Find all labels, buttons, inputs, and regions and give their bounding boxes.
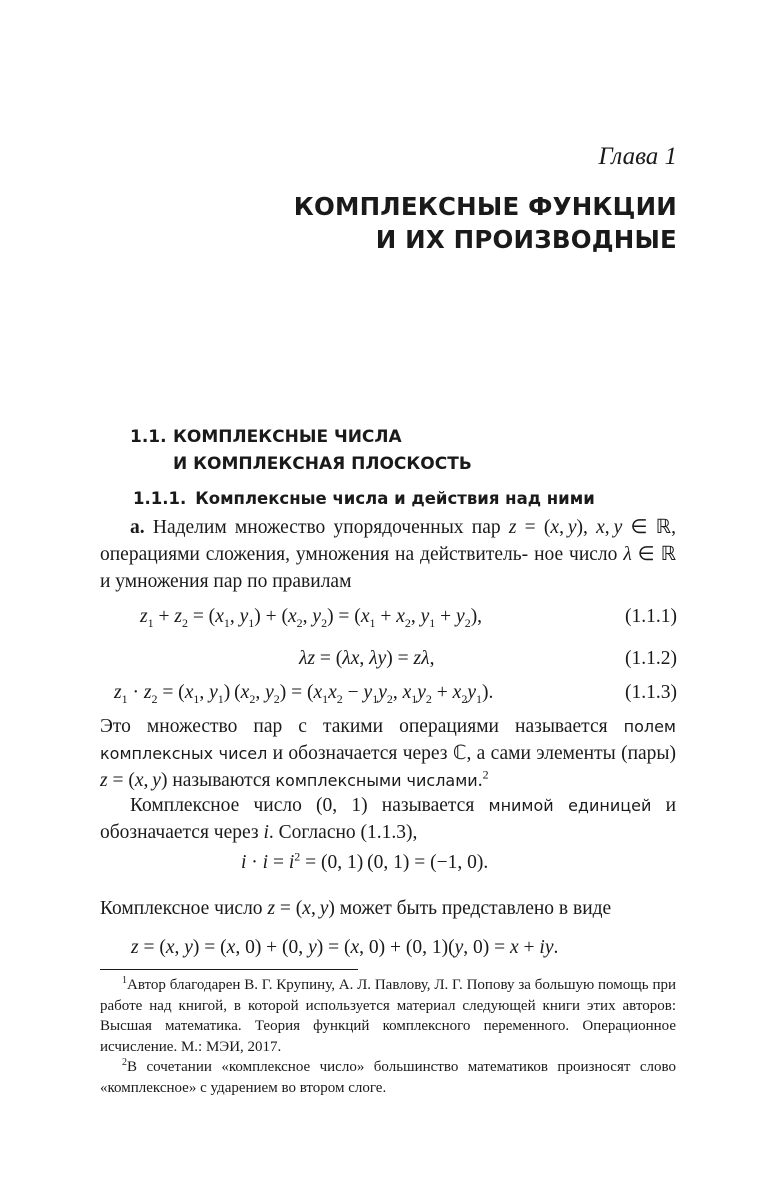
equation-algebraic-form: z = (x, y) = (x, 0) + (0, y) = (x, 0) + (0, 1)(y, 0) = x + iy. [131, 937, 559, 958]
footnote-divider [100, 969, 358, 970]
paragraph-a-text-4: и умножения пар по правилам [100, 571, 352, 592]
section-heading [130, 424, 472, 478]
paragraph-c-text-1: Комплексное число (0, 1) называется [130, 795, 475, 816]
paragraph-a-text-2: операциями сложения, умножения на действитель- [100, 544, 529, 565]
equation-2-number: (1.1.2) [625, 648, 677, 669]
footnote-2 [100, 1057, 676, 1098]
paragraph-d: Комплексное число z = (x, y) может быть представлено в виде [100, 898, 612, 919]
paragraph-c-text-3: Согласно (1.1.3), [278, 822, 418, 843]
section-title-line-1: КОМПЛЕКСНЫЕ ЧИСЛА [173, 427, 402, 447]
footnote-mark-2: 2 [122, 1057, 127, 1068]
equation-3-number: (1.1.3) [625, 682, 677, 703]
term-field: полем [623, 717, 676, 736]
chapter-title-line-2: И ИХ ПРОИЗВОДНЫЕ [375, 225, 677, 254]
paragraph-marker: а. [130, 517, 145, 538]
paragraph-b-text-4: называются [172, 770, 271, 791]
section-number: 1.1. [130, 427, 167, 447]
paragraph-b-text-1: Это множество пар с такими операциями называется [100, 716, 608, 737]
paragraph-a-text-1: Наделим множество упорядоченных пар [152, 517, 501, 538]
paragraph-d-text-1: Комплексное число [100, 898, 263, 919]
subsection-number: 1.1.1. [133, 489, 187, 508]
footnote-text-2: В сочетании «комплексное число» большинство математиков произносят слово «комплексное» с ударением во втором слоге. [100, 1059, 676, 1096]
footnote-ref-2: 2 [482, 767, 489, 782]
chapter-title [294, 190, 677, 256]
footnote-text-1: Автор благодарен В. Г. Крупину, А. Л. Павлову, Л. Г. Попову за большую помощь при работе над книгой, в которой используется материал следующей книги этих авторов: Высшая математика. Теория функций комплексного переменного. Операционное исчисление. М.: МЭИ, 2017. [100, 977, 676, 1055]
subsection-title: Комплексные числа и действия над ними [195, 489, 595, 508]
equation-2: λz = (λx, λy) = zλ, [299, 648, 435, 669]
equation-1-number: (1.1.1) [625, 606, 677, 627]
term-complex-numbers-field: комплексных чисел [100, 744, 268, 763]
footnote-mark-1: 1 [122, 975, 127, 986]
section-title-line-2: И КОМПЛЕКСНАЯ ПЛОСКОСТЬ [173, 454, 472, 474]
paragraph-b: Это множество пар с такими операциями называется полем комплексных чисел и обозначается через ℂ, а сами элементы (пары) z = (x, y) называются комплексными числами.$^2$ [100, 716, 677, 791]
equation-imaginary-unit: $i \cdot i = i^2 = (0$, 1) (0, 1) = (−1, 0). [241, 849, 489, 873]
paragraph-a: а. Наделим множество упорядоченных пар z = (x, y), x, y ∈ ℝ, операциями сложения, умножения на действитель- ное число λ ∈ ℝ и умножения пар по правилам [100, 517, 677, 592]
equation-1: $z_1 + z_2 = (x_1$, $y_1) + (x_2$, $y_2) = (x_1 + x_2$, $y_1 + y_2$), [140, 606, 483, 630]
paragraph-b-text-3: (пары) [621, 743, 677, 764]
paragraph-d-text-2: может быть представлено в виде [339, 898, 612, 919]
chapter-title-line-1: КОМПЛЕКСНЫЕ ФУНКЦИИ [293, 192, 677, 221]
subsection-heading [133, 489, 595, 508]
chapter-label: Глава 1 [598, 143, 677, 170]
term-imaginary-unit: мнимой единицей [488, 796, 652, 815]
term-complex-numbers: комплексными числами [275, 771, 478, 790]
paragraph-c: Комплексное число (0, 1) называется мнимой единицей и обозначается через i. Согласно (1.1.3), [100, 795, 677, 843]
paragraph-a-text-3: ное число [534, 544, 618, 565]
equation-3: $z_1 \cdot z_2 = (x_1$, $y_1$) ($x_2$, $y_2) = (x_1x_2 - y_1y_2$, $x_1y_2 + x_2y_1$). [114, 682, 494, 706]
paragraph-b-text-2: и обозначается через ℂ, а сами элементы [272, 743, 616, 764]
footnote-1 [100, 975, 676, 1057]
paragraph-c-text-2: и обозначается через [100, 795, 677, 843]
